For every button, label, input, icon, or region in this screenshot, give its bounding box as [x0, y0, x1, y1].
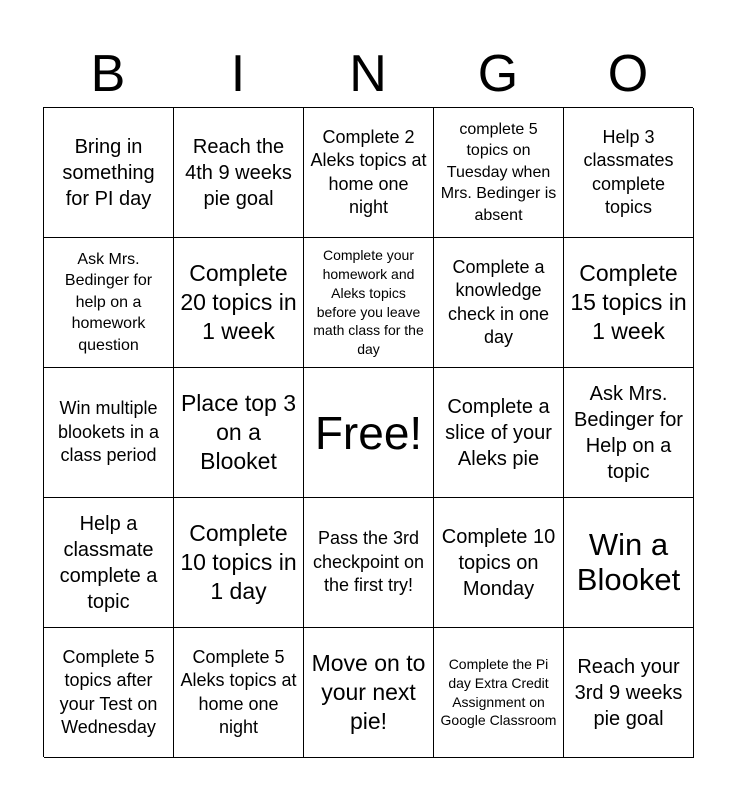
cell-text: complete 5 topics on Tuesday when Mrs. Bedinger is absent	[440, 120, 557, 224]
header-letter-b: B	[90, 45, 126, 103]
bingo-cell-r4c4[interactable]	[434, 498, 564, 628]
cell-text: Complete 5 Aleks topics at home one night	[180, 646, 297, 737]
bingo-header	[43, 40, 693, 108]
cell-text: Complete 10 topics in 1 day	[180, 520, 297, 604]
bingo-board	[43, 107, 693, 757]
bingo-cell-r3c2[interactable]	[174, 368, 304, 498]
cell-text: Win multiple blookets in a class period	[57, 398, 160, 466]
bingo-cell-r3c5[interactable]	[564, 368, 694, 498]
cell-text: Complete the Pi day Extra Credit Assignment on Google Classroom	[440, 655, 557, 729]
cell-text: Reach the 4th 9 weeks pie goal	[185, 135, 292, 210]
bingo-cell-r4c5[interactable]	[564, 498, 694, 628]
cell-text: Complete your homework and Aleks topics before you leave math class for the day	[313, 246, 424, 358]
bingo-cell-r2c5[interactable]	[564, 238, 694, 368]
header-letter-o: O	[607, 45, 649, 103]
bingo-cell-r1c5[interactable]	[564, 108, 694, 238]
cell-text: Place top 3 on a Blooket	[180, 390, 297, 474]
bingo-cell-r4c3[interactable]	[304, 498, 434, 628]
cell-text: Ask Mrs. Bedinger for Help on a topic	[574, 382, 683, 483]
header-letter-i: I	[230, 45, 246, 103]
bingo-cell-r5c5[interactable]	[564, 628, 694, 758]
bingo-cell-r1c2[interactable]	[174, 108, 304, 238]
bingo-cell-r2c1[interactable]	[44, 238, 174, 368]
bingo-cell-r4c1[interactable]	[44, 498, 174, 628]
cell-text: Complete a knowledge check in one day	[447, 256, 550, 347]
header-letter-g: G	[477, 45, 519, 103]
bingo-cell-r2c3[interactable]	[304, 238, 434, 368]
cell-text: Complete a slice of your Aleks pie	[445, 395, 552, 470]
cell-text: Bring in something for PI day	[62, 135, 155, 210]
bingo-cell-r4c2[interactable]	[174, 498, 304, 628]
cell-text: Complete 15 topics in 1 week	[570, 260, 687, 344]
cell-text: Free!	[314, 406, 423, 459]
bingo-cell-r2c2[interactable]	[174, 238, 304, 368]
bingo-cell-r1c3[interactable]	[304, 108, 434, 238]
bingo-cell-r3c4[interactable]	[434, 368, 564, 498]
cell-text: Move on to your next pie!	[311, 650, 426, 734]
cell-text: Pass the 3rd checkpoint on the first try!	[312, 528, 425, 596]
cell-text: Complete 10 topics on Monday	[441, 525, 556, 600]
bingo-cell-r5c3[interactable]	[304, 628, 434, 758]
bingo-cell-free[interactable]	[304, 368, 434, 498]
cell-text: Complete 2 Aleks topics at home one night	[310, 126, 427, 217]
bingo-cell-r1c4[interactable]	[434, 108, 564, 238]
bingo-cell-r5c1[interactable]	[44, 628, 174, 758]
cell-text: Win a Blooket	[576, 526, 681, 597]
bingo-cell-r5c4[interactable]	[434, 628, 564, 758]
cell-text: Ask Mrs. Bedinger for help on a homework question	[64, 250, 153, 354]
bingo-cell-r2c4[interactable]	[434, 238, 564, 368]
cell-text: Help 3 classmates complete topics	[583, 126, 674, 217]
header-letter-n: N	[349, 45, 387, 103]
bingo-cell-r3c1[interactable]	[44, 368, 174, 498]
cell-text: Complete 20 topics in 1 week	[180, 260, 297, 344]
cell-text: Reach your 3rd 9 weeks pie goal	[574, 655, 683, 730]
cell-text: Help a classmate complete a topic	[59, 512, 158, 613]
bingo-cell-r1c1[interactable]	[44, 108, 174, 238]
cell-text: Complete 5 topics after your Test on Wednesday	[59, 646, 158, 737]
bingo-cell-r5c2[interactable]	[174, 628, 304, 758]
